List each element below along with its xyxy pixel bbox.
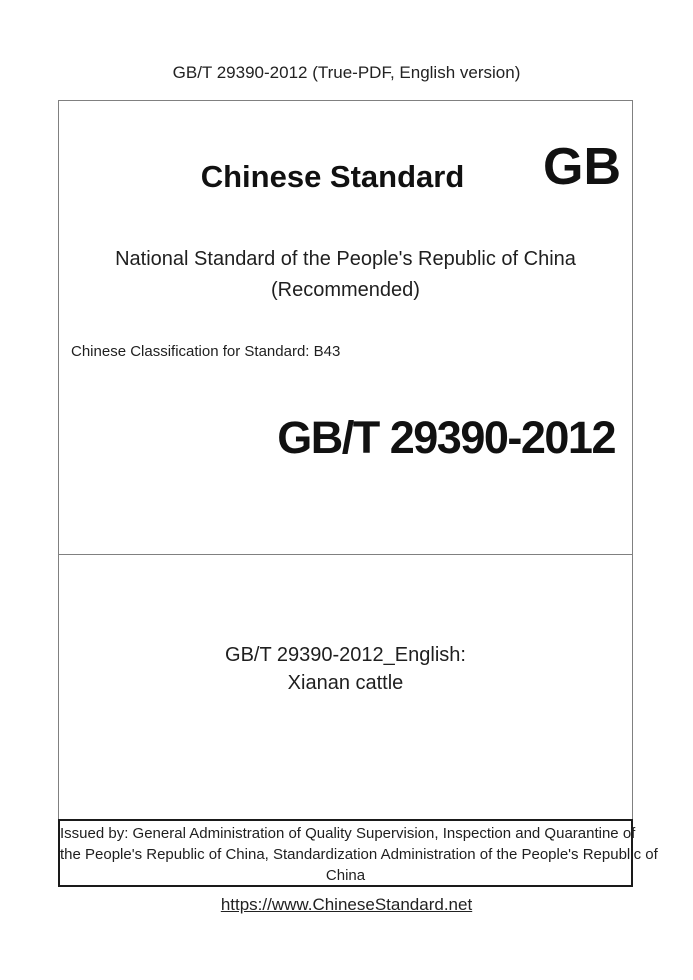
page-header-title: GB/T 29390-2012 (True-PDF, English version) [172, 63, 521, 82]
brand-title: Chinese Standard [200, 159, 465, 194]
english-title-block [59, 641, 632, 697]
issued-by-line-2: the People's Republic of China, Standardization Administration of the People's Republic of [60, 846, 658, 863]
gb-logo: GB [543, 138, 621, 196]
website-link[interactable]: https://www.ChineseStandard.net [220, 895, 473, 914]
section-divider [59, 554, 632, 555]
classification-line: Chinese Classification for Standard: B43 [71, 343, 341, 360]
issued-by-line-1: Issued by: General Administration of Quality Supervision, Inspection and Quarantine of [60, 825, 636, 842]
page-footer [0, 895, 693, 915]
issued-by-line-3: China [325, 867, 366, 884]
cover-box [58, 100, 633, 819]
standard-number: GB/T 29390-2012 [277, 412, 615, 463]
subtitle-line2: (Recommended) [271, 279, 420, 301]
subtitle-line1: National Standard of the People's Republic of China [115, 248, 576, 270]
english-title-name: Xianan cattle [287, 672, 404, 694]
national-standard-subtitle [59, 244, 632, 306]
english-title-label: GB/T 29390-2012_English: [225, 644, 466, 666]
issued-by-box [58, 819, 658, 887]
